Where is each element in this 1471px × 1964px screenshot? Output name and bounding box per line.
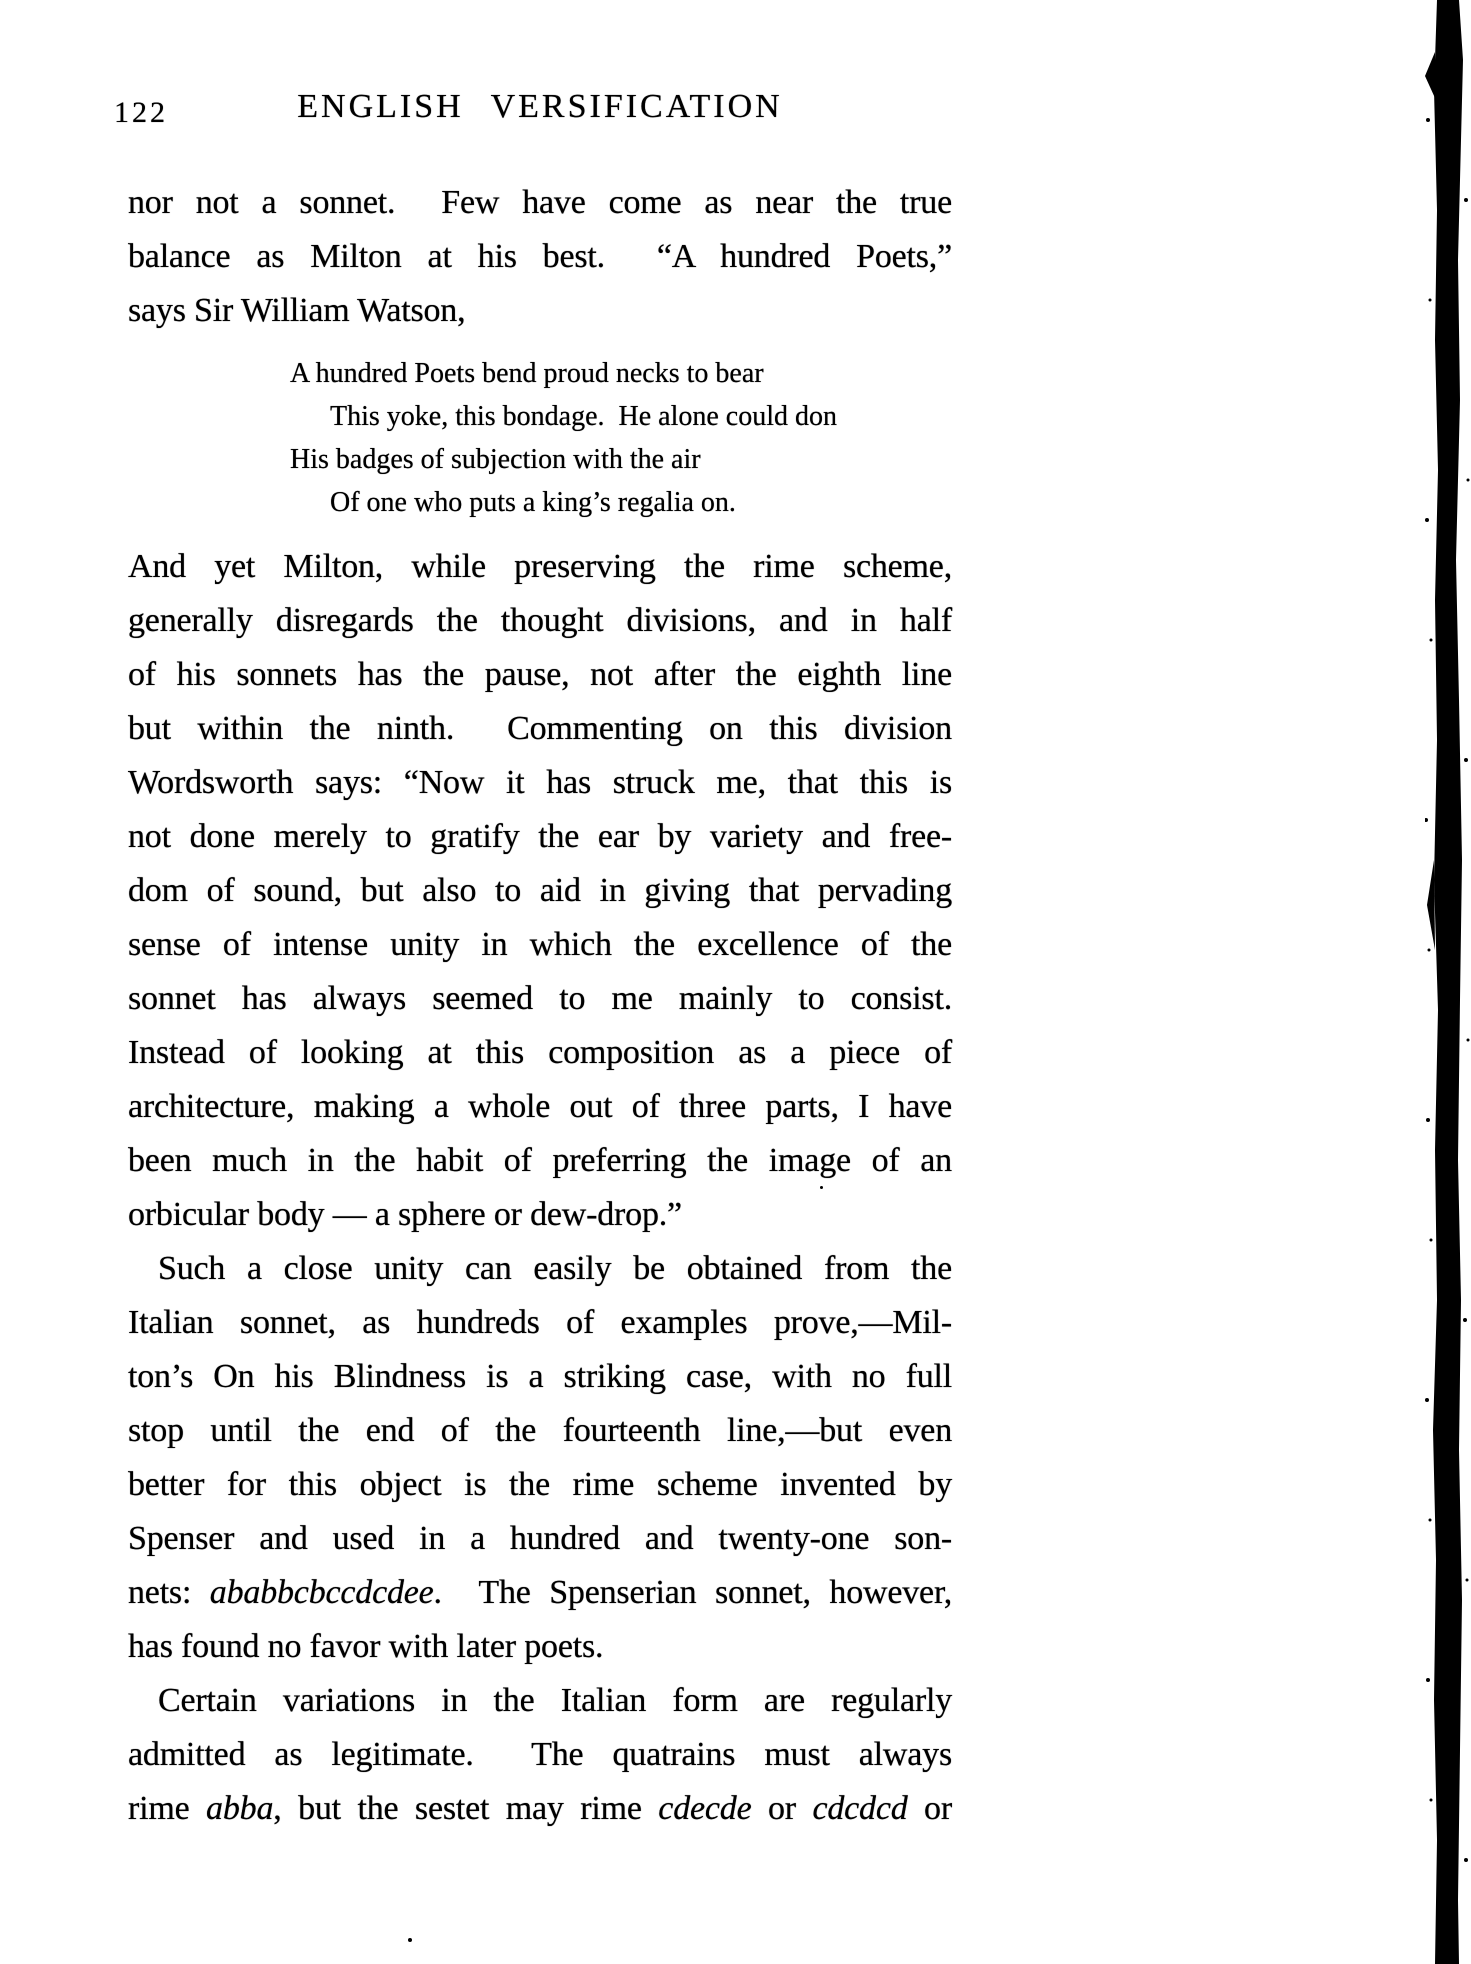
text-line [128, 1512, 952, 1566]
text-segment: not done merely to gratify the ear by variety and free- [128, 818, 952, 855]
paragraph [128, 540, 952, 1242]
verse-line [290, 438, 952, 481]
text-segment: of his sonnets has the pause, not after the eighth line [128, 656, 952, 693]
scan-edge-shadow [1425, 0, 1471, 1964]
text-segment: Such a close unity can easily be obtained from the [158, 1250, 952, 1287]
text-segment: Certain variations in the Italian form are regularly [158, 1682, 952, 1719]
text-line [128, 284, 952, 338]
text-line [128, 702, 952, 756]
text-segment: orbicular body — a sphere or dew-drop.” [128, 1196, 682, 1233]
text-segment: sonnet has always seemed to me mainly to consist. [128, 980, 952, 1017]
text-line [128, 918, 952, 972]
text-segment: better for this object is the rime scheme invented by [128, 1466, 952, 1503]
text-line [128, 1728, 952, 1782]
text-line [128, 648, 952, 702]
running-title: ENGLISH VERSIFICATION [297, 88, 783, 125]
ink-speck [820, 1186, 823, 1189]
text-line [128, 1242, 952, 1296]
text-segment: balance as Milton at his best. “A hundred Poets,” [128, 238, 952, 275]
page-number: 122 [114, 96, 168, 129]
text-line [128, 1782, 952, 1836]
text-line [128, 176, 952, 230]
text-segment: Italian sonnet, as hundreds of examples prove,—Mil- [128, 1304, 952, 1341]
text-segment: Spenser and used in a hundred and twenty-one son- [128, 1520, 952, 1557]
text-line [128, 230, 952, 284]
verse-line [290, 352, 952, 395]
text-segment: Wordsworth says: “Now it has struck me, that this is [128, 764, 952, 801]
text-line [128, 594, 952, 648]
text-line [128, 810, 952, 864]
paragraph [128, 1242, 952, 1674]
text-segment: Instead of looking at this composition as a piece of [128, 1034, 952, 1071]
text-line [128, 1404, 952, 1458]
paragraph [128, 176, 952, 338]
rime-scheme-italic: ababbcbccdcdee [209, 1574, 434, 1611]
text-segment: admitted as legitimate. The quatrains must always [128, 1736, 952, 1773]
text-segment: generally disregards the thought divisions, and in half [128, 602, 952, 639]
text-segment: Of one who puts a king’s regalia on. [330, 487, 736, 518]
text-line [128, 1350, 952, 1404]
text-segment: been much in the habit of preferring the image of an [128, 1142, 952, 1179]
text-segment: , but the sestet may rime [273, 1790, 659, 1827]
text-line [128, 1026, 952, 1080]
text-line [128, 1620, 952, 1674]
text-segment: stop until the end of the fourteenth line,—but even [128, 1412, 952, 1449]
text-segment: dom of sound, but also to aid in giving that pervading [128, 872, 952, 909]
text-line [128, 1296, 952, 1350]
text-line [128, 972, 952, 1026]
verse-quotation [290, 352, 952, 524]
text-segment: says Sir William Watson, [128, 292, 466, 329]
text-line [128, 1134, 952, 1188]
text-line [128, 1188, 952, 1242]
text-line [128, 756, 952, 810]
text-segment: ton’s On his Blindness is a striking case, with no full [128, 1358, 952, 1395]
text-line [128, 1674, 952, 1728]
verse-line [330, 395, 952, 438]
rime-scheme-italic: abba [206, 1790, 274, 1827]
text-segment: And yet Milton, while preserving the rime scheme, [128, 548, 952, 585]
ink-speck [408, 1938, 412, 1942]
text-line [128, 1566, 952, 1620]
rime-scheme-italic: cdecde [658, 1790, 752, 1827]
text-segment: or [907, 1790, 952, 1827]
text-segment: or [751, 1790, 813, 1827]
text-segment: A hundred Poets bend proud necks to bear [290, 358, 764, 389]
page-header [114, 88, 952, 132]
text-segment: but within the ninth. Commenting on this division [128, 710, 952, 747]
text-line [128, 1080, 952, 1134]
text-line [128, 540, 952, 594]
text-segment: This yoke, this bondage. He alone could don [330, 401, 838, 432]
text-segment: has found no favor with later poets. [128, 1628, 604, 1665]
text-segment: His badges of subjection with the air [290, 444, 701, 475]
text-segment: nets: [128, 1574, 210, 1611]
text-line [128, 1458, 952, 1512]
text-segment: nor not a sonnet. Few have come as near the true [128, 184, 952, 221]
text-segment: rime [128, 1790, 207, 1827]
text-segment: architecture, making a whole out of three parts, I have [128, 1088, 952, 1125]
paragraph [128, 1674, 952, 1836]
text-segment: . The Spenserian sonnet, however, [433, 1574, 953, 1611]
verse-line [330, 481, 952, 524]
text-column [128, 176, 952, 1836]
text-segment: sense of intense unity in which the excellence of the [128, 926, 952, 963]
text-line [128, 864, 952, 918]
rime-scheme-italic: cdcdcd [812, 1790, 908, 1827]
